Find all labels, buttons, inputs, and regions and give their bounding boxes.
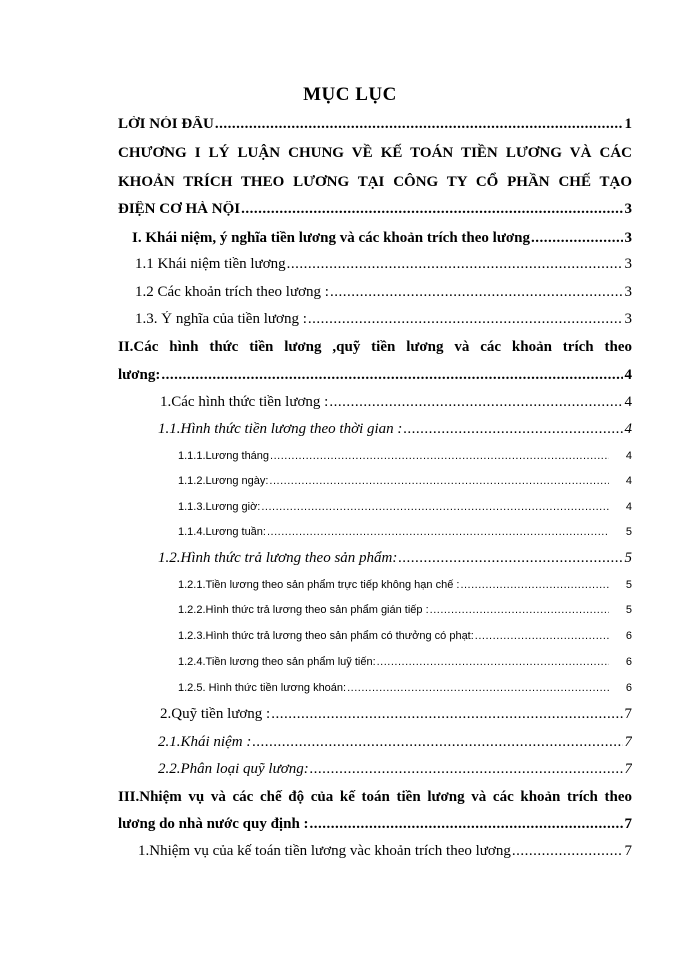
toc-page-number: 3 bbox=[624, 230, 632, 246]
dot-leader bbox=[347, 682, 609, 694]
toc-entry-label: 1.1 Khái niệm tiền lương bbox=[135, 256, 286, 272]
toc-entry-label: 1.2.3.Hình thức trả lương theo sản phẩm có thưởng có phạt: bbox=[178, 630, 474, 642]
toc-page-number: 3 bbox=[624, 311, 632, 327]
toc-page-number: 3 bbox=[624, 201, 632, 217]
toc-page-number: 3 bbox=[624, 256, 632, 272]
dot-leader bbox=[430, 604, 609, 616]
toc-entry-chuong1-line3[interactable] bbox=[118, 201, 632, 218]
toc-entry-label: lương: bbox=[118, 367, 161, 383]
toc-entry-2-1[interactable] bbox=[160, 394, 632, 411]
dot-leader bbox=[241, 201, 623, 218]
toc-entry-label: 1.Nhiệm vụ của kế toán tiền lương vàc khoản trích theo lương bbox=[138, 843, 511, 859]
toc-entry-section-3-line1[interactable]: III.Nhiệm vụ và các chế độ của kế toán tiền lương và các khoản trích theo bbox=[118, 789, 632, 805]
toc-entry-1-2-4[interactable] bbox=[178, 656, 632, 668]
dot-leader bbox=[531, 230, 623, 247]
dot-leader bbox=[261, 501, 609, 513]
toc-entry-label: LỜI NÓI ĐẦU bbox=[118, 116, 214, 132]
toc-entry-label: 1.1.2.Lương ngày: bbox=[178, 475, 269, 487]
dot-leader bbox=[215, 116, 623, 133]
toc-entry-chuong1-line1[interactable]: CHƯƠNG I LÝ LUẬN CHUNG VỀ KẾ TOÁN TIỀN LƯƠNG VÀ CÁC bbox=[118, 145, 632, 161]
toc-entry-2-2-1[interactable] bbox=[158, 734, 632, 751]
toc-entry-1-1-2[interactable] bbox=[178, 475, 632, 487]
dot-leader bbox=[377, 656, 609, 668]
toc-entry-label: 1.2 Các khoản trích theo lương : bbox=[135, 284, 329, 300]
toc-entry-label: 1.1.1.Lương tháng bbox=[178, 450, 270, 462]
toc-entry-1-1-4[interactable] bbox=[178, 526, 632, 538]
toc-page-number: 4 bbox=[625, 450, 632, 462]
dot-leader bbox=[403, 421, 623, 438]
toc-page-number: 4 bbox=[625, 475, 632, 487]
toc-entry-section-2-line1[interactable]: II.Các hình thức tiền lương ,quỹ tiền lương và các khoản trích theo bbox=[118, 339, 632, 355]
toc-entry-section-3-line2[interactable] bbox=[118, 816, 632, 833]
toc-entry-section-2-line2[interactable] bbox=[118, 367, 632, 384]
toc-entry-1-2-1[interactable] bbox=[178, 579, 632, 591]
toc-entry-label: 1.2.5. Hình thức tiền lương khoán: bbox=[178, 682, 347, 694]
toc-entry-label: 1.1.4.Lương tuần: bbox=[178, 526, 266, 538]
toc-page-number: 4 bbox=[624, 394, 632, 410]
toc-entry-label: 2.Quỹ tiền lương : bbox=[160, 706, 271, 722]
dot-leader bbox=[308, 311, 623, 328]
dot-leader bbox=[398, 550, 623, 567]
dot-leader bbox=[310, 761, 623, 778]
toc-entry-label: 1.2.4.Tiền lương theo sản phẩm luỹ tiến: bbox=[178, 656, 376, 668]
toc-entry-1-1[interactable] bbox=[135, 256, 632, 273]
toc-entry-label: lương do nhà nước quy định : bbox=[118, 816, 309, 832]
toc-entry-label: 1.1.3.Lương giờ: bbox=[178, 501, 261, 513]
dot-leader bbox=[269, 475, 609, 487]
toc-page-number: 7 bbox=[624, 734, 632, 750]
toc-title: MỤC LỤC bbox=[303, 84, 397, 105]
dot-leader bbox=[271, 706, 623, 723]
dot-leader bbox=[460, 579, 609, 591]
toc-page-number: 7 bbox=[624, 761, 632, 777]
dot-leader bbox=[287, 256, 623, 273]
dot-leader bbox=[512, 843, 623, 860]
toc-entry-2-1-2[interactable] bbox=[158, 550, 632, 567]
toc-entry-chuong1-line2[interactable]: KHOẢN TRÍCH THEO LƯƠNG TẠI CÔNG TY CỔ PHẦN CHẾ TẠO bbox=[118, 174, 632, 190]
toc-page-number: 4 bbox=[624, 367, 632, 383]
toc-entry-2-2[interactable] bbox=[160, 706, 632, 723]
toc-entry-section-1[interactable] bbox=[132, 230, 632, 247]
toc-page-number: 5 bbox=[624, 550, 632, 566]
toc-entry-1-1-1[interactable] bbox=[178, 450, 632, 462]
toc-entry-1-2-2[interactable] bbox=[178, 604, 632, 616]
toc-entry-label: I. Khái niệm, ý nghĩa tiền lương và các khoản trích theo lương bbox=[132, 230, 530, 246]
toc-entry-label: 2.1.Khái niệm : bbox=[158, 734, 252, 750]
toc-entry-loi-noi-dau[interactable] bbox=[118, 116, 632, 133]
toc-page-number: 5 bbox=[625, 526, 632, 538]
toc-entry-label: 1.3. Ý nghĩa của tiền lương : bbox=[135, 311, 307, 327]
toc-entry-label: 1.2.1.Tiền lương theo sản phẩm trực tiếp không hạn chế : bbox=[178, 579, 460, 591]
toc-page-number: 5 bbox=[625, 604, 632, 616]
dot-leader bbox=[310, 816, 623, 833]
toc-entry-label: 1.2.2.Hình thức trả lương theo sản phẩm gián tiếp : bbox=[178, 604, 429, 616]
toc-entry-1-2[interactable] bbox=[135, 284, 632, 301]
toc-entry-2-1-1[interactable] bbox=[158, 421, 632, 438]
toc-page-number: 7 bbox=[624, 706, 632, 722]
toc-entry-label: 1.2.Hình thức trả lương theo sản phẩm: bbox=[158, 550, 398, 566]
dot-leader bbox=[161, 367, 623, 384]
toc-page-number: 4 bbox=[625, 501, 632, 513]
toc-page-number: 7 bbox=[624, 816, 632, 832]
toc-page-number: 6 bbox=[625, 630, 632, 642]
toc-entry-1-2-3[interactable] bbox=[178, 630, 632, 642]
toc-page-number: 5 bbox=[625, 579, 632, 591]
dot-leader bbox=[475, 630, 609, 642]
toc-entry-label: 1.Các hình thức tiền lương : bbox=[160, 394, 329, 410]
toc-entry-label: ĐIỆN CƠ HÀ NỘI bbox=[118, 201, 241, 217]
toc-entry-label: 2.2.Phân loại quỹ lương: bbox=[158, 761, 309, 777]
dot-leader bbox=[330, 284, 623, 301]
toc-page-number: 7 bbox=[624, 843, 632, 859]
toc-page-number: 4 bbox=[624, 421, 632, 437]
toc-entry-1-3[interactable] bbox=[135, 311, 632, 328]
dot-leader bbox=[270, 450, 609, 462]
dot-leader bbox=[267, 526, 609, 538]
toc-entry-label: 1.1.Hình thức tiền lương theo thời gian : bbox=[158, 421, 403, 437]
dot-leader bbox=[329, 394, 623, 411]
toc-entry-1-2-5[interactable] bbox=[178, 682, 632, 694]
toc-page-number: 3 bbox=[624, 284, 632, 300]
toc-page-number: 6 bbox=[625, 682, 632, 694]
toc-entry-2-2-2[interactable] bbox=[158, 761, 632, 778]
dot-leader bbox=[252, 734, 623, 751]
toc-entry-3-1[interactable] bbox=[138, 843, 632, 860]
toc-page-number: 6 bbox=[625, 656, 632, 668]
toc-page-number: 1 bbox=[624, 116, 632, 132]
toc-entry-1-1-3[interactable] bbox=[178, 501, 632, 513]
